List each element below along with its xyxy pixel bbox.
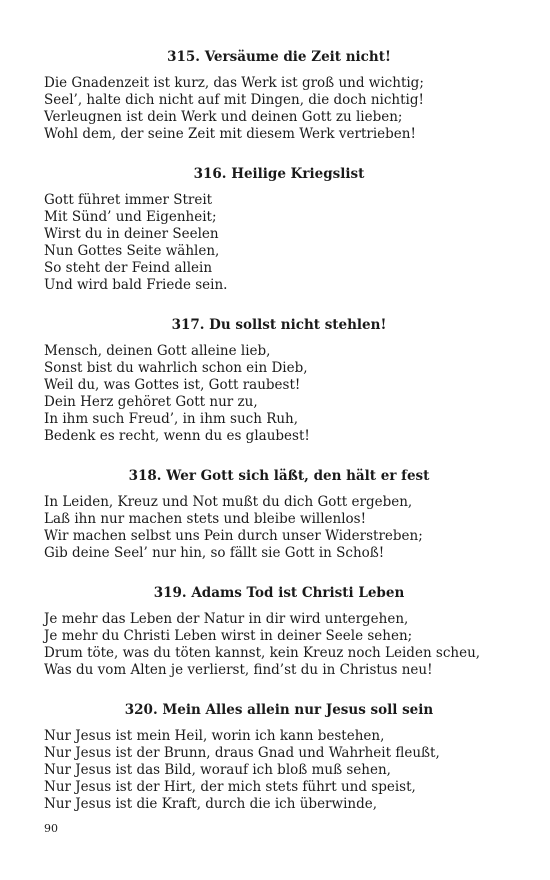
poem-line: Gib deine Seel’ nur hin, so fällt sie Gott in Schoß!: [44, 545, 385, 561]
poem-line: Nur Jesus ist die Kraft, durch die ich überwinde,: [44, 796, 377, 812]
poem-320: [44, 700, 514, 813]
poem-title: 319. Adams Tod ist Christi Leben: [153, 585, 405, 601]
poem-line: Laß ihn nur machen stets und bleibe willenlos!: [44, 511, 367, 527]
poem-315: [44, 47, 514, 143]
page-content: [44, 47, 514, 834]
poem-319: [44, 583, 514, 679]
poem-lines: [44, 728, 514, 813]
poem-line: Mensch, deinen Gott alleine lieb,: [44, 343, 271, 359]
poem-line: In ihm such Freud’, in ihm such Ruh,: [44, 411, 299, 427]
poem-316: [44, 164, 514, 294]
poem-line: Nur Jesus ist das Bild, worauf ich bloß muß sehen,: [44, 762, 391, 778]
poem-line: Seel’, halte dich nicht auf mit Dingen, die doch nichtig!: [44, 92, 424, 108]
poem-line: Bedenk es recht, wenn du es glaubest!: [44, 428, 310, 444]
poem-title: 318. Wer Gott sich läßt, den hält er fest: [128, 468, 430, 484]
poem-line: Die Gnadenzeit ist kurz, das Werk ist groß und wichtig;: [44, 75, 424, 91]
poem-line: Wir machen selbst uns Pein durch unser Widerstreben;: [44, 528, 423, 544]
poem-line: Wohl dem, der seine Zeit mit diesem Werk vertrieben!: [44, 126, 416, 142]
poem-line: Drum töte, was du töten kannst, kein Kreuz noch Leiden scheu,: [44, 645, 481, 661]
page-number: 90: [44, 822, 58, 835]
poem-318: [44, 466, 514, 562]
poem-line: Dein Herz gehöret Gott nur zu,: [44, 394, 258, 410]
poem-lines: [44, 611, 514, 679]
poem-317: [44, 315, 514, 445]
poem-title: 317. Du sollst nicht stehlen!: [171, 317, 387, 333]
poem-line: Nur Jesus ist der Hirt, der mich stets führt und speist,: [44, 779, 416, 795]
poem-line: Verleugnen ist dein Werk und deinen Gott zu lieben;: [44, 109, 403, 125]
poem-line: Gott führet immer Streit: [44, 192, 213, 208]
poem-title: 315. Versäume die Zeit nicht!: [167, 49, 391, 65]
poem-title: 320. Mein Alles allein nur Jesus soll sein: [124, 702, 434, 718]
poem-line: Weil du, was Gottes ist, Gott raubest!: [44, 377, 301, 393]
poem-lines: [44, 494, 514, 562]
poem-line: Und wird bald Friede sein.: [44, 277, 228, 293]
poem-line: Nur Jesus ist mein Heil, worin ich kann bestehen,: [44, 728, 385, 744]
poem-line: Mit Sünd’ und Eigenheit;: [44, 209, 217, 225]
poem-lines: [44, 192, 514, 294]
poem-line: Je mehr du Christi Leben wirst in deiner Seele sehen;: [44, 628, 413, 644]
poem-line: Wirst du in deiner Seelen: [44, 226, 219, 242]
poem-line: So steht der Feind allein: [44, 260, 213, 276]
poem-lines: [44, 75, 514, 143]
poem-line: Was du vom Alten je verlierst, find’st du in Christus neu!: [44, 662, 433, 678]
poem-line: In Leiden, Kreuz und Not mußt du dich Gott ergeben,: [44, 494, 413, 510]
poem-line: Nur Jesus ist der Brunn, draus Gnad und Wahrheit fleußt,: [44, 745, 440, 761]
poem-line: Nun Gottes Seite wählen,: [44, 243, 220, 259]
poem-line: Sonst bist du wahrlich schon ein Dieb,: [44, 360, 308, 376]
poem-line: Je mehr das Leben der Natur in dir wird untergehen,: [44, 611, 409, 627]
poem-title: 316. Heilige Kriegslist: [193, 166, 365, 182]
poem-lines: [44, 343, 514, 445]
